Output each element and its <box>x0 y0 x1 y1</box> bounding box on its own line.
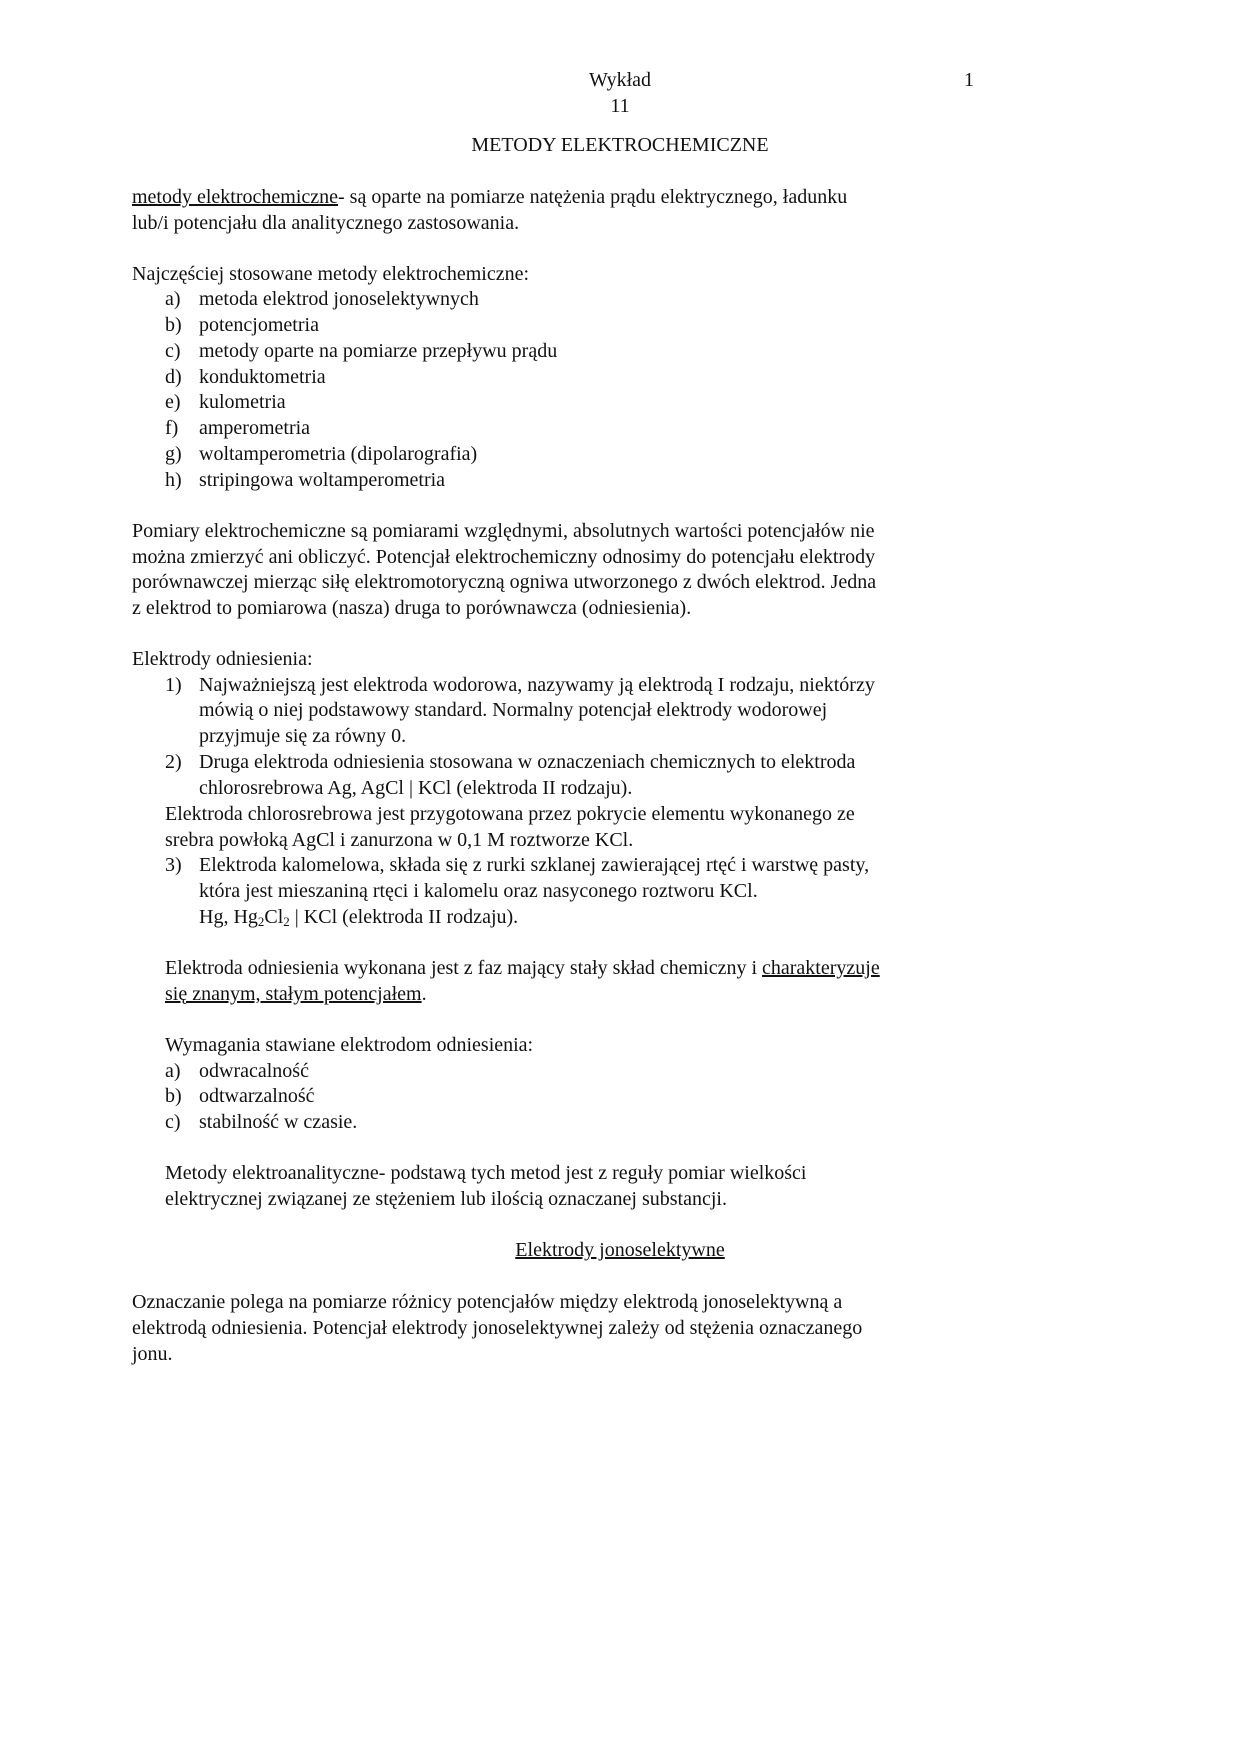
list-item: odtwarzalność <box>199 1085 315 1107</box>
list-item-line: Najważniejszą jest elektroda wodorowa, nazywamy ją elektrodą I rodzaju, niektórzy <box>199 674 875 696</box>
list-item-line: przyjmuje się za równy 0. <box>199 725 407 747</box>
list-item-line: Druga elektroda odniesienia stosowana w oznaczeniach chemicznych to elektroda <box>199 751 856 773</box>
list-item: konduktometria <box>199 366 326 388</box>
list-marker: d) <box>165 366 182 388</box>
formula-text: Cl <box>264 906 284 928</box>
list-marker: c) <box>165 340 181 362</box>
formula-text: | KCl (elektroda II rodzaju). <box>289 906 519 928</box>
list-marker: 1) <box>165 674 182 696</box>
formula-line <box>199 904 518 930</box>
list-item-line: Elektroda kalomelowa, składa się z rurki szklanej zawierającej rtęć i warstwę pasty, <box>199 854 870 876</box>
header-label: Wykład <box>588 69 652 91</box>
formula-subscript: 2 <box>283 914 290 929</box>
page-title: METODY ELEKTROCHEMICZNE <box>471 134 769 156</box>
list-marker: c) <box>165 1111 181 1133</box>
list-item-line: mówią o niej podstawowy standard. Normalny potencjał elektrody wodorowej <box>199 699 828 721</box>
paragraph-line: z elektrod to pomiarowa (nasza) druga to porównawcza (odniesienia). <box>132 597 692 619</box>
definition-underlined: charakteryzuje <box>762 957 880 979</box>
list-marker: b) <box>165 1085 182 1107</box>
list-marker: 2) <box>165 751 182 773</box>
paragraph-line: jonu. <box>132 1343 173 1365</box>
paragraph-line: Pomiary elektrochemiczne są pomiarami względnymi, absolutnych wartości potencjałów nie <box>132 520 875 542</box>
list-marker: f) <box>165 417 179 439</box>
requirements-heading: Wymagania stawiane elektrodom odniesienia: <box>165 1034 534 1056</box>
list-marker: e) <box>165 391 181 413</box>
list-item: stabilność w czasie. <box>199 1111 358 1133</box>
definition-text: Elektroda odniesienia wykonana jest z faz mający stały skład chemiczny i <box>165 957 763 979</box>
intro-line: lub/i potencjału dla analitycznego zastosowania. <box>132 212 520 234</box>
list-item: odwracalność <box>199 1060 309 1082</box>
section-heading <box>0 1237 1240 1263</box>
note-line: srebra powłoką AgCl i zanurzona w 0,1 M roztworze KCl. <box>165 829 634 851</box>
list-item: kulometria <box>199 391 286 413</box>
intro-text: - są oparte na pomiarze natężenia prądu elektrycznego, ładunku <box>338 186 848 208</box>
intro-line <box>132 184 847 210</box>
definition-underlined: się znanym, stałym potencjałem <box>165 983 422 1005</box>
formula-text: Hg, Hg <box>199 906 258 928</box>
reference-heading: Elektrody odniesienia: <box>132 648 313 670</box>
paragraph-line: Oznaczanie polega na pomiarze różnicy potencjałów między elektrodą jonoselektywną a <box>132 1291 843 1313</box>
list-marker: a) <box>165 288 181 310</box>
list-marker: a) <box>165 1060 181 1082</box>
formula-subscript: 2 <box>257 914 265 929</box>
list-item: potencjometria <box>199 314 319 336</box>
list-item: metody oparte na pomiarze przepływu prądu <box>199 340 558 362</box>
list-item: woltamperometria (dipolarografia) <box>199 443 478 465</box>
list-marker: b) <box>165 314 182 336</box>
definition-text: . <box>421 983 427 1005</box>
definition-line <box>165 955 880 981</box>
list-item: amperometria <box>199 417 311 439</box>
section-heading-text: Elektrody jonoselektywne <box>515 1239 725 1261</box>
paragraph-line: elektrycznej związanej ze stężeniem lub ilością oznaczanej substancji. <box>165 1188 727 1210</box>
paragraph-line: można zmierzyć ani obliczyć. Potencjał elektrochemiczny odnosimy do potencjału elektrody <box>132 546 876 568</box>
note-line: Elektroda chlorosrebrowa jest przygotowana przez pokrycie elementu wykonanego ze <box>165 803 855 825</box>
list-item-line: która jest mieszaniną rtęci i kalomelu oraz nasyconego roztworu KCl. <box>199 880 758 902</box>
methods-heading: Najczęściej stosowane metody elektrochemiczne: <box>132 263 530 285</box>
list-item-line: chlorosrebrowa Ag, AgCl | KCl (elektroda II rodzaju). <box>199 777 633 799</box>
list-marker: g) <box>165 443 182 465</box>
paragraph-line: elektrodą odniesienia. Potencjał elektrody jonoselektywnej zależy od stężenia oznaczanego <box>132 1317 863 1339</box>
lecture-number: 11 <box>610 95 630 117</box>
list-marker: h) <box>165 469 182 491</box>
definition-line <box>165 981 427 1007</box>
page-number: 1 <box>964 69 974 91</box>
intro-term: metody elektrochemiczne <box>132 186 339 208</box>
list-item: metoda elektrod jonoselektywnych <box>199 288 479 310</box>
paragraph-line: porównawczej mierząc siłę elektromotoryczną ogniwa utworzonego z dwóch elektrod. Jedna <box>132 571 877 593</box>
list-item: stripingowa woltamperometria <box>199 469 446 491</box>
list-marker: 3) <box>165 854 182 876</box>
paragraph-line: Metody elektroanalityczne- podstawą tych metod jest z reguły pomiar wielkości <box>165 1162 807 1184</box>
